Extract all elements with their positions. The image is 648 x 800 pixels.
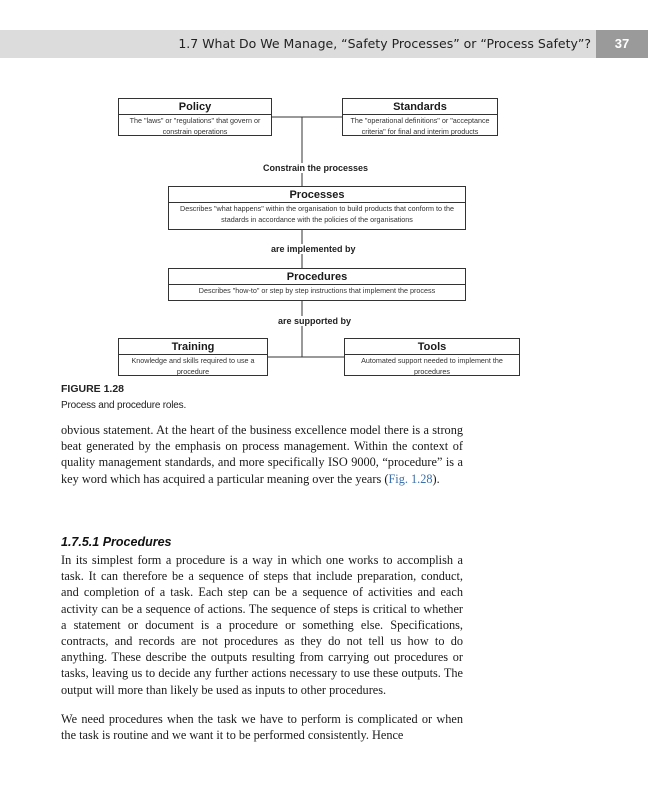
processes-desc: Describes "what happens" within the organisation to build products that conform to the stadards in accordance with the policies of the organisations	[180, 204, 454, 224]
tools-desc: Automated support needed to implement the procedures	[361, 356, 503, 376]
figure-caption-text: Process and procedure roles.	[61, 400, 187, 411]
tools-title: Tools	[417, 341, 447, 353]
figure-caption-label: FIGURE 1.28	[61, 383, 125, 395]
standards-title: Standards	[393, 101, 447, 113]
procedures-desc: Describes "how-to" or step by step instructions that implement the process	[198, 286, 436, 295]
section-heading: 1.7.5.1 Procedures	[61, 535, 172, 549]
paragraph-procedures: In its simplest form a procedure is a way in which one works to accomplish a task. It can therefore be a sequence of steps that include preparation, conduct, and completion of a task. Each step can be a sequence of activities and each activity can be a sequence of actions. The sequence of steps is critical to whether a statement or document is a procedure or something else. Specifications, contracts, and records are not procedures as they do not tell us how to do anything. These describe the outputs resulting from carrying out procedures or tasks, leaving us to decide any further actions necessary to use these outputs. The output will more than likely be used as inputs to other procedures.	[61, 553, 463, 697]
policy-title: Policy	[178, 101, 212, 113]
header-title: 1.7 What Do We Manage, “Safety Processes” or “Process Safety”?	[178, 36, 591, 51]
constrain-label: Constrain the processes	[263, 163, 369, 173]
policy-box	[118, 98, 272, 136]
training-box	[118, 338, 268, 376]
paragraph-need-procedures: We need procedures when the task we have to perform is complicated or when the task is routine and we want it to be performed consistently. Hence	[61, 712, 463, 743]
page-number: 37	[596, 30, 648, 58]
processes-title: Processes	[289, 189, 345, 201]
processes-box	[168, 186, 466, 230]
paragraph-intro-text: obvious statement. At the heart of the business excellence model there is a strong beat generated by the emphasis on process management. Within the context of quality management standards, and more specifically ISO 9000, “procedure” is a key word which has acquired a particular meaning over the years (	[61, 423, 463, 486]
training-title: Training	[171, 341, 215, 353]
tools-box	[344, 338, 520, 376]
supported-label: are supported by	[278, 316, 352, 326]
standards-desc: The "operational definitions" or "acceptance criteria" for final and interim products	[350, 116, 490, 136]
paragraph-intro	[61, 422, 463, 487]
procedures-title: Procedures	[286, 271, 348, 283]
implemented-label: are implemented by	[271, 244, 356, 254]
process-procedure-diagram	[0, 0, 648, 390]
procedures-box	[168, 268, 466, 301]
paragraph-intro-end: ).	[432, 471, 440, 486]
policy-desc: The "laws" or "regulations" that govern or constrain operations	[129, 116, 261, 136]
training-desc: Knowledge and skills required to use a procedure	[131, 356, 255, 376]
figure-reference-link[interactable]: Fig. 1.28	[388, 471, 433, 486]
standards-box	[342, 98, 498, 136]
